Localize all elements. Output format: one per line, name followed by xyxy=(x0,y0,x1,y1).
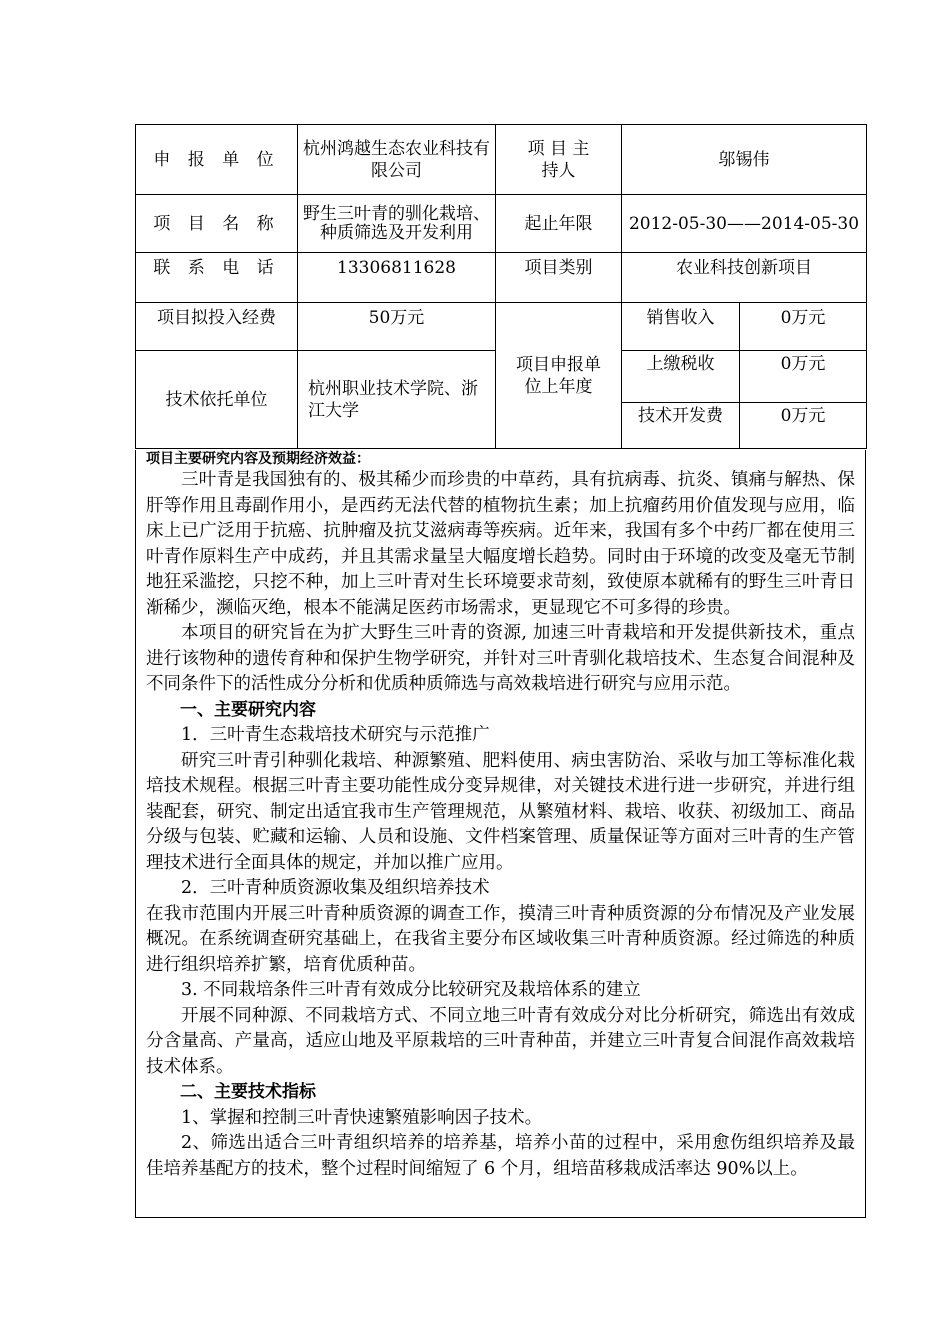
phone-value: 13306811628 xyxy=(298,253,496,303)
paragraph-item-1: 研究三叶青引种驯化栽培、种源繁殖、肥料使用、病虫害防治、采收与加工等标准化栽培技术规程。根据三叶青主要功能性成分变异规律，对关键技术进行进一步研究，并进行组装配套，研究、制定出适宜我市生产管理规范，从繁殖材料、栽培、收获、初级加工、商品分级与包装、贮藏和运输、人员和设施、文件档案管理、质量保证等方面对三叶青的生产管理技术进行全面具体的规定，并加以推广应用。 xyxy=(146,750,855,873)
applicant-label: 申 报 单 位 xyxy=(136,125,298,195)
host-value: 邬锡伟 xyxy=(622,125,867,195)
section-heading: 项目主要研究内容及预期经济效益： xyxy=(146,451,370,467)
paragraph-item-3: 开展不同种源、不同栽培方式、不同立地三叶青有效成分对比分析研究，筛选出有效成分含量高、产量高，适应山地及平原栽培的三叶青种苗，并建立三叶青复合间混作高效栽培技术体系。 xyxy=(146,1005,855,1077)
rnd-label: 技术开发费 xyxy=(622,403,740,449)
applicant-value: 杭州鸿越生态农业科技有限公司 xyxy=(298,125,496,195)
project-name-label: 项 目 名 称 xyxy=(136,195,298,253)
research-content-section xyxy=(135,450,866,1218)
subheading-tech-indicators: 二、主要技术指标 xyxy=(180,1082,316,1102)
budget-label: 项目拟投入经费 xyxy=(136,303,298,351)
item-heading-3: 3. 不同栽培条件三叶青有效成分比较研究及栽培体系的建立 xyxy=(181,980,641,1000)
paragraph-item-2: 在我市范围内开展三叶青种质资源的调查工作，摸清三叶青种质资源的分布情况及产业发展概况。在系统调查研究基础上，在我省主要分布区域收集三叶青种质资源。经过筛选的种质进行组织培养扩繁，培育优质种苗。 xyxy=(146,903,855,975)
tech-unit-label: 技术依托单位 xyxy=(136,351,298,449)
sales-value: 0万元 xyxy=(740,303,867,351)
sales-label: 销售收入 xyxy=(622,303,740,351)
subheading-research-content: 一、主要研究内容 xyxy=(180,699,316,720)
indicator-2: 2、筛选出适合三叶青组织培养的培养基，培养小苗的过程中，采用愈伤组织培养及最佳培养基配方的技术，整个过程时间缩短了 6 个月，组培苗移栽成活率达 90%以上。 xyxy=(146,1133,855,1179)
tech-unit-value: 杭州职业技术学院、浙江大学 xyxy=(298,351,496,449)
paragraph-objective: 本项目的研究旨在为扩大野生三叶青的资源, 加速三叶青栽培和开发提供新技术，重点进行该物种的遗传育种和保护生物学研究，并针对三叶青驯化栽培技术、生态复合间混种及不同条件下的活性成分分析和优质种质筛选与高效栽培进行研究与应用示范。 xyxy=(146,623,855,694)
period-value: 2012-05-30——2014-05-30 xyxy=(622,195,867,253)
tax-value: 0万元 xyxy=(740,351,867,403)
item-heading-2: 2．三叶青种质资源收集及组织培养技术 xyxy=(181,878,490,898)
project-name-value: 野生三叶青的驯化栽培、种质筛选及开发利用 xyxy=(298,195,496,253)
project-info-table xyxy=(135,124,867,449)
paragraph-background: 三叶青是我国独有的、极其稀少而珍贵的中草药，具有抗病毒、抗炎、镇痛与解热、保肝等作用且毒副作用小，是西药无法代替的植物抗生素；加上抗瘤药用价值发现与应用，临床上已广泛用于抗癌、抗肿瘤及抗艾滋病毒等疾病。近年来，我国有多个中药厂都在使用三叶青作原料生产中成药，并且其需求量呈大幅度增长趋势。同时由于环境的改变及毫无节制地狂采滥挖，只挖不种，加上三叶青对生长环境要求苛刻，致使原本就稀有的野生三叶青日渐稀少，濒临灭绝，根本不能满足医药市场需求，更显现它不可多得的珍贵。 xyxy=(146,470,855,618)
item-heading-1: 1．三叶青生态栽培技术研究与示范推广 xyxy=(181,725,490,745)
rnd-value: 0万元 xyxy=(740,403,867,449)
phone-label: 联 系 电 话 xyxy=(136,253,298,303)
indicator-1: 1、掌握和控制三叶青快速繁殖影响因子技术。 xyxy=(181,1107,543,1128)
budget-value: 50万元 xyxy=(298,303,496,351)
category-value: 农业科技创新项目 xyxy=(622,253,867,303)
tax-label: 上缴税收 xyxy=(622,351,740,403)
category-label: 项目类别 xyxy=(496,253,622,303)
last-year-label: 项目申报单位上年度 xyxy=(496,303,622,449)
host-label: 项 目 主持人 xyxy=(496,125,622,195)
period-label: 起止年限 xyxy=(496,195,622,253)
